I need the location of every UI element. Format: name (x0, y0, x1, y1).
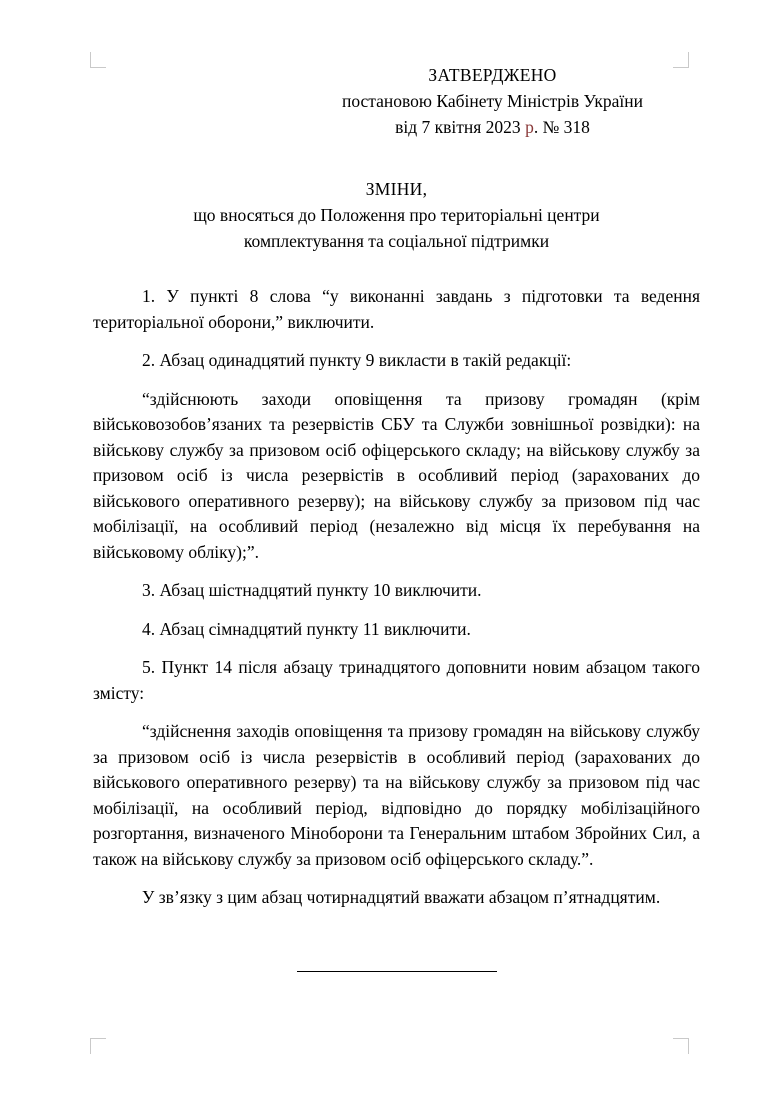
paragraph-item-2: 2. Абзац одинадцятий пункту 9 викласти в такій редакції: (142, 350, 572, 370)
document-body (93, 284, 700, 911)
paragraph-item-3: 3. Абзац шістнадцятий пункту 10 виключити. (142, 580, 482, 600)
approval-reference-prefix: від 7 квітня 2023 (395, 117, 526, 137)
approval-authority: постановою Кабінету Міністрів України (341, 91, 644, 111)
paragraph-item-4: 4. Абзац сімнадцятий пункту 11 виключити. (142, 618, 471, 639)
approval-reference-suffix: . № 318 (533, 117, 590, 137)
paragraph-quote-1: “здійснюють заходи оповіщення та призову громадян (крім військовозобов’язаних та резервістів СБУ та Служби зовнішньої розвідки): на військову службу за призовом осіб офіцерського складу; на військову службу за призовом осіб із числа резервістів в особливий період (зарахованих до військового оперативного резерву); на військову службу за призовом під час мобілізації, на особливий період (незалежно від місця їх перебування на військовому обліку);”. (93, 388, 700, 562)
crop-mark-bottom-right-icon (673, 1038, 689, 1054)
footer-divider-wrap (93, 963, 700, 981)
footer-divider-rule (297, 971, 497, 972)
paragraph-closing-note: У зв’язку з цим абзац чотирнадцятий вважати абзацом п’ятнадцятим. (142, 887, 661, 907)
paragraph-item-5: 5. Пункт 14 після абзацу тринадцятого доповнити новим абзацом такого змісту: (93, 657, 700, 703)
approval-reference-marked-char: р (525, 117, 534, 137)
paragraph-quote-2: “здійснення заходів оповіщення та призову громадян на військову службу за призовом осіб із числа резервістів в особливий період (зарахованих до військового оперативного резерву) та на військову службу за призовом під час мобілізації, на особливий період, відповідно до порядку мобілізаційного розгортання, визначеного Міноборони та Генеральним штабом Збройних Сил, а також на військову службу за призовом осіб офіцерського складу.”. (93, 721, 700, 869)
title-block (93, 176, 700, 254)
document-subtitle-line-2: комплектування та соціальної підтримки (243, 231, 550, 251)
approval-header (285, 62, 700, 140)
approval-reference (285, 114, 700, 140)
document-subtitle-line-1: що вносяться до Положення про територіальні центри (193, 205, 600, 225)
paragraph-item-1: 1. У пункті 8 слова “у виконанні завдань з підготовки та ведення територіальної оборони,” виключити. (93, 286, 700, 332)
document-content (93, 62, 700, 981)
crop-mark-bottom-left-icon (90, 1038, 106, 1054)
page-title: ЗМІНИ, (365, 179, 428, 199)
approval-label: ЗАТВЕРДЖЕНО (428, 65, 557, 85)
